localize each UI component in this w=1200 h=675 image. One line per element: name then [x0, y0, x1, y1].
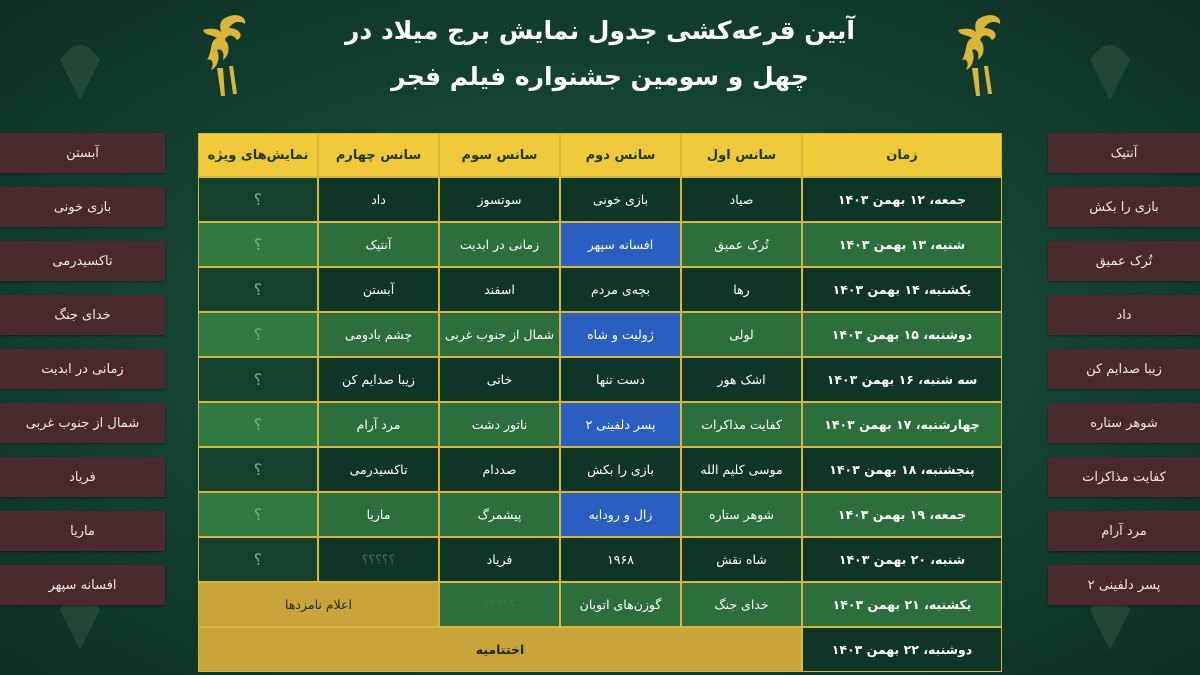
header-session-2: سانس دوم [560, 133, 681, 177]
special-cell [198, 402, 318, 447]
left-list-item: خدای جنگ [0, 295, 165, 335]
simorgh-logo-left [195, 10, 255, 100]
header-session-3: سانس سوم [439, 133, 560, 177]
closing-ceremony-cell: اختتامیه [198, 627, 802, 672]
table-cell: پیشمرگ [439, 492, 560, 537]
question-mark-icon: ؟ [253, 460, 263, 479]
left-list-item: زمانی در ابدیت [0, 349, 165, 389]
right-list-item: بازی را بکش [1048, 187, 1200, 227]
question-mark-icon: ؟ [388, 552, 396, 567]
highlighted-cell: پسر دلفینی ۲ [560, 402, 681, 447]
question-mark-icon: ؟ [253, 280, 263, 299]
table-cell: بچه‌ی مردم [560, 267, 681, 312]
date-cell: پنجشنبه، ۱۸ بهمن ۱۴۰۳ [802, 447, 1002, 492]
question-mark-icon: ؟ [253, 235, 263, 254]
highlighted-cell: ژولیت و شاه [560, 312, 681, 357]
table-cell: تُرک عمیق [681, 222, 802, 267]
special-cell [198, 222, 318, 267]
table-cell: موسی کلیم الله [681, 447, 802, 492]
left-list-item: تاکسیدرمی [0, 241, 165, 281]
table-cell: ۱۹۶۸ [560, 537, 681, 582]
table-cell: داد [318, 177, 439, 222]
special-cell [198, 177, 318, 222]
table-cell: شوهر ستاره [681, 492, 802, 537]
nominees-announcement-cell: اعلام نامزدها [198, 582, 439, 627]
placeholder-cell [318, 537, 439, 582]
table-cell: صددام [439, 447, 560, 492]
table-cell: سوتسوز [439, 177, 560, 222]
date-cell: دوشنبه، ۱۵ بهمن ۱۴۰۳ [802, 312, 1002, 357]
table-cell: مرد آرام [318, 402, 439, 447]
question-mark-icon: ؟ [375, 552, 382, 567]
table-cell: ناتور دشت [439, 402, 560, 447]
table-cell: چشم بادومی [318, 312, 439, 357]
special-cell [198, 537, 318, 582]
question-mark-icon: ؟ [253, 505, 263, 524]
table-cell: تاکسیدرمی [318, 447, 439, 492]
date-cell: جمعه، ۱۲ بهمن ۱۴۰۳ [802, 177, 1002, 222]
left-list-item: بازی خونی [0, 187, 165, 227]
special-cell [198, 267, 318, 312]
special-cell [198, 492, 318, 537]
right-list-item: آنتیک [1048, 133, 1200, 173]
left-list-item: شمال از جنوب غربی [0, 403, 165, 443]
left-list-item: ماریا [0, 511, 165, 551]
question-mark-icon: ؟ [253, 550, 263, 569]
table-cell: لولی [681, 312, 802, 357]
table-cell: دست تنها [560, 357, 681, 402]
right-list-item: داد [1048, 295, 1200, 335]
right-list-item: کفایت مذاکرات [1048, 457, 1200, 497]
table-cell: زیبا صدایم کن [318, 357, 439, 402]
date-cell: شنبه، ۱۳ بهمن ۱۴۰۳ [802, 222, 1002, 267]
header-special: نمایش‌های ویژه [198, 133, 318, 177]
page-title [250, 8, 950, 100]
table-cell: بازی را بکش [560, 447, 681, 492]
date-cell: سه شنبه، ۱۶ بهمن ۱۴۰۳ [802, 357, 1002, 402]
date-cell: چهارشنبه، ۱۷ بهمن ۱۴۰۳ [802, 402, 1002, 447]
date-cell: یکشنبه، ۲۱ بهمن ۱۴۰۳ [802, 582, 1002, 627]
special-cell [198, 447, 318, 492]
question-mark-icon: ؟ [253, 325, 263, 344]
table-cell: اسفند [439, 267, 560, 312]
placeholder-cell [439, 582, 560, 627]
question-mark-icon: ؟ [496, 597, 503, 612]
right-list-item: تُرک عمیق [1048, 241, 1200, 281]
left-list-item: افسانه سپهر [0, 565, 165, 605]
table-cell: خدای جنگ [681, 582, 802, 627]
question-mark-icon: ؟ [253, 370, 263, 389]
question-mark-icon: ؟ [361, 552, 369, 567]
right-list-item: مرد آرام [1048, 511, 1200, 551]
question-mark-icon: ؟ [482, 597, 490, 612]
date-cell: دوشنبه، ۲۲ بهمن ۱۴۰۳ [802, 627, 1002, 672]
question-mark-icon: ؟ [381, 552, 389, 567]
table-cell: خاتی [439, 357, 560, 402]
table-cell: آنتیک [318, 222, 439, 267]
table-cell: شمال از جنوب غربی [439, 312, 560, 357]
left-list-item: آبستن [0, 133, 165, 173]
table-cell: گوزن‌های اتوبان [560, 582, 681, 627]
left-list-item: فریاد [0, 457, 165, 497]
table-cell: کفایت مذاکرات [681, 402, 802, 447]
question-mark-icon: ؟ [253, 415, 263, 434]
table-cell: آبستن [318, 267, 439, 312]
special-cell [198, 357, 318, 402]
table-cell: فریاد [439, 537, 560, 582]
header-time: زمان [802, 133, 1002, 177]
table-cell: اشک هور [681, 357, 802, 402]
question-mark-icon: ؟ [368, 552, 376, 567]
simorgh-logo-right [950, 10, 1010, 100]
special-cell [198, 312, 318, 357]
header-session-4: سانس چهارم [318, 133, 439, 177]
table-cell: رها [681, 267, 802, 312]
date-cell: شنبه، ۲۰ بهمن ۱۴۰۳ [802, 537, 1002, 582]
table-cell: شاه نقش [681, 537, 802, 582]
question-mark-icon: ؟ [509, 597, 517, 612]
table-cell: زمانی در ابدیت [439, 222, 560, 267]
title-line-1: آیین قرعه‌کشی جدول نمایش برج میلاد در [345, 16, 855, 45]
right-list-item: شوهر ستاره [1048, 403, 1200, 443]
question-mark-icon: ؟ [253, 190, 263, 209]
title-line-2: چهل و سومین جشنواره فیلم فجر [391, 62, 809, 91]
table-cell: صیاد [681, 177, 802, 222]
highlighted-cell: افسانه سپهر [560, 222, 681, 267]
highlighted-cell: زال و رودابه [560, 492, 681, 537]
header-session-1: سانس اول [681, 133, 802, 177]
table-cell: بازی خونی [560, 177, 681, 222]
date-cell: یکشنبه، ۱۴ بهمن ۱۴۰۳ [802, 267, 1002, 312]
right-list-item: زیبا صدایم کن [1048, 349, 1200, 389]
date-cell: جمعه، ۱۹ بهمن ۱۴۰۳ [802, 492, 1002, 537]
question-mark-icon: ؟ [502, 597, 510, 612]
right-list-item: پسر دلفینی ۲ [1048, 565, 1200, 605]
schedule-table [198, 133, 1002, 669]
table-cell: ماریا [318, 492, 439, 537]
question-mark-icon: ؟ [489, 597, 497, 612]
